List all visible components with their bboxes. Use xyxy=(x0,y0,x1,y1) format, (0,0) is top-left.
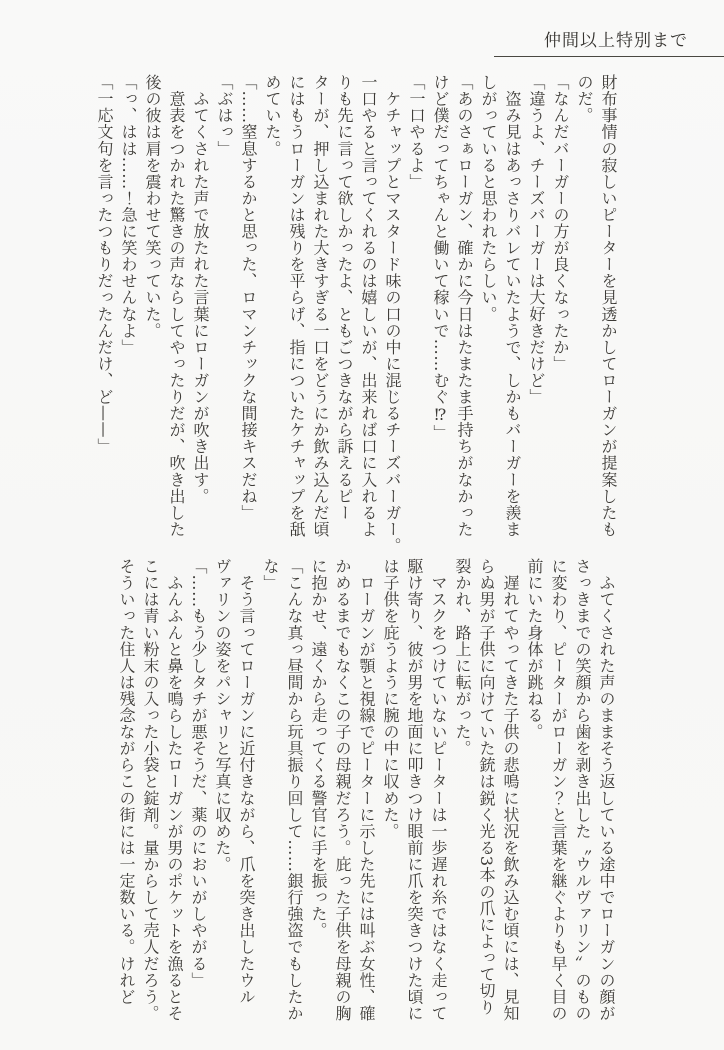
text-column: 「一応文句を言ったつもりだったんだけ、ど——」 xyxy=(95,74,114,455)
text-column: 「……窒息するかと思った、ロマンチックな間接キスだね」 xyxy=(239,74,258,521)
text-column: な」 xyxy=(261,558,280,592)
text-column: しがっていると思われたらしい。 xyxy=(479,74,498,323)
text-column: めていた。 xyxy=(263,74,282,157)
text-column: けど僕だってちゃんと働いて稼いで……むぐ⁉」 xyxy=(431,74,450,442)
text-column: ヴァリンの姿をパシャリと写真に収めた。 xyxy=(213,558,232,873)
text-column: のだ。 xyxy=(575,74,594,124)
text-column: 遅れてやってきた子供の悲鳴に状況を飲み込む頃には、見知 xyxy=(501,558,520,1022)
text-column: 裂かれ、路上に転がった。 xyxy=(453,558,472,757)
text-column: 後の彼は肩を震わせて笑っていた。 xyxy=(143,74,162,339)
text-column: 「違うよ、チーズバーガーは大好きだけど」 xyxy=(527,74,546,405)
text-column: 「……もう少しタチが悪そうだ、薬のにおいがしやがる」 xyxy=(189,558,208,989)
text-column: ふてくされた声で放たれた言葉にローガンが吹き出す。 xyxy=(191,74,210,505)
text-column: そう言ってローガンに近付きながら、爪を突き出したウル xyxy=(237,558,256,1005)
text-column: ターが、押し込まれた大きすぎる一口をどうにか飲み込んだ頃 xyxy=(311,74,330,538)
text-column: に変わり、ピーターがローガン？と言葉を継ぐよりも早く目の xyxy=(549,558,568,1022)
text-column: さっきまでの笑顔から歯を剥き出した〝ウルヴァリン〟のもの xyxy=(573,558,592,1022)
text-column: りも先に言って欲しかったよ、ともごつきながら訴えるピー xyxy=(335,74,354,521)
text-column: 「ぶはっ」 xyxy=(215,74,234,157)
text-column: 財布事情の寂しいピーターを見透かしてローガンが提案したも xyxy=(599,74,618,538)
text-column: こには青い粉末の入った小袋と錠剤。量からして売人だろう。 xyxy=(141,558,160,1022)
text-column: マスクをつけていないピーターは一歩遅れ糸ではなく走って xyxy=(429,558,448,1022)
text-column: 一口やると言ってくれるのは嬉しいが、出来れば口に入れるよ xyxy=(359,74,378,538)
text-column: 「こんな真っ昼間から玩具振り回して……銀行強盗でもしたか xyxy=(285,558,304,1022)
text-column: 「あのさぁローガン、確かに今日はたまたま手持ちがなかった xyxy=(455,74,474,538)
text-column: 盗み見はあっさりバレていたようで、しかもバーガーを羨ま xyxy=(503,74,522,538)
text-column: ふんふんと鼻を鳴らしたローガンが男のポケットを漁るとそ xyxy=(165,558,184,1022)
text-column: は子供を庇うように腕の中に収めた。 xyxy=(381,558,400,840)
text-column: ローガンが顎と視線でピーターに示した先には叫ぶ女性、確 xyxy=(357,558,376,1022)
text-block-bottom xyxy=(110,558,618,1028)
text-column: らぬ男が子供に向けていた銃は鋭く光る3本の爪によって切り xyxy=(477,558,496,1016)
text-column: 駆け寄り、彼が男を地面に叩きつけ眼前に爪を突きつけた頃に xyxy=(405,558,424,1022)
header-underline xyxy=(494,56,724,57)
text-column: に抱かせ、遠くから走ってくる警官に手を振った。 xyxy=(309,558,328,939)
text-column: 「っ、はは……！急に笑わせんなよ」 xyxy=(119,74,138,356)
text-column: そういった住人は残念ながらこの街には一定数いる。けれど xyxy=(117,558,136,1005)
text-column: にはもうローガンは残りを平らげ、指についたケチャップを舐 xyxy=(287,74,306,538)
text-column: 前にいた身体が跳ねる。 xyxy=(525,558,544,741)
text-column: ケチャップとマスタード味の口の中に混じるチーズバーガー。 xyxy=(383,74,402,554)
running-header-title: 仲間以上特別まで xyxy=(544,31,688,51)
text-column: 「一口やるよ」 xyxy=(407,74,426,190)
text-block-top xyxy=(90,74,620,554)
text-column: 「なんだバーガーの方が良くなったか」 xyxy=(551,74,570,372)
text-column: 意表をつかれた驚きの声ならしてやったりだが、吹き出した xyxy=(167,74,186,538)
text-column: ふてくされた声のままそう返している途中でローガンの顔が xyxy=(597,558,616,1022)
text-column: かめるまでもなくこの子の母親だろう。庇った子供を母親の胸 xyxy=(333,558,352,1022)
